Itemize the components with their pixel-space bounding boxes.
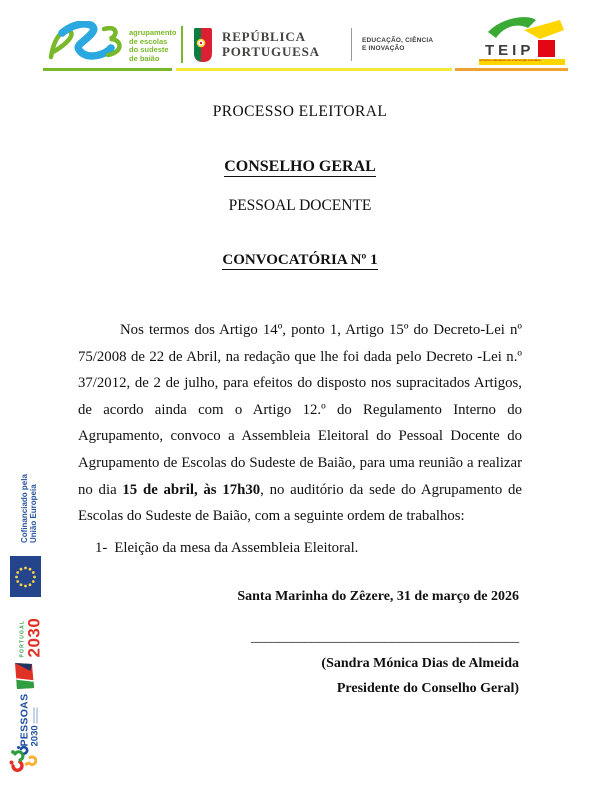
pessoas-2030-label: PESSOAS <box>18 693 31 747</box>
portugal-2030-wordmark <box>20 608 43 658</box>
ministry-line: E INOVAÇÃO <box>362 44 405 52</box>
teip-label: TEIP <box>485 42 535 59</box>
ministry-line: EDUCAÇÃO, CIÊNCIA <box>362 37 434 44</box>
header-divider-green <box>181 26 183 63</box>
header-divider-gray <box>351 28 352 61</box>
date-line: Santa Marinha do Zêzere, 31 de março de 2026 <box>237 589 519 604</box>
signer-name: (Sandra Mónica Dias de Almeida <box>321 656 519 671</box>
portugal-flag-icon <box>192 27 214 63</box>
school-name-line: de escolas <box>129 36 168 46</box>
teip-logo-icon <box>478 14 566 60</box>
agenda-item-text: Eleição da mesa da Assembleia Eleitoral. <box>114 540 359 556</box>
body-text: , no auditório da sede do Agrupamento de Escolas do Sudeste de Baião, com a seguinte ordem de trabalhos: <box>78 481 522 525</box>
school-name-line: do sudeste <box>129 45 169 55</box>
body-paragraph <box>78 317 522 530</box>
eu-cofinancing-line: União Europeia <box>29 484 38 543</box>
eu-cofinancing-line: Cofinanciado pela <box>20 474 29 543</box>
heading-conselho-geral <box>78 158 522 176</box>
school-logo-icon <box>47 21 127 64</box>
body-text-bold: 15 de abril, às 17h30 <box>122 481 261 498</box>
header-rule-green <box>43 68 172 71</box>
header-rule-yellow <box>176 68 452 71</box>
portugal-2030-small-label: PORTUGAL <box>19 619 26 658</box>
eu-flag-icon <box>10 556 41 597</box>
school-name-line: agrupamento <box>129 28 177 37</box>
heading-conselho-geral-text: CONSELHO GERAL <box>224 158 376 175</box>
body-text: Nos termos dos Artigo 14º, ponto 1, Artigo 15º do Decreto-Lei nº 75/2008 de 22 de Abril, na redação que lhe foi dada pelo Decreto -Lei n.º 37/2012, de 2 de julho, para efeitos do disposto nos supracitados Artigos, de acordo ainda com o Artigo 12.º do Regulamento Interno do Agrupamento, convoco a Assembleia Eleitoral do Pessoal Docente do Agrupamento de Escolas do Sudeste de Baião, para uma reunião a realizar no dia <box>78 322 522 498</box>
heading-convocatoria <box>78 252 522 269</box>
teip-subtitle: territórios educativos de intervenção prioritária <box>479 59 541 62</box>
republica-portuguesa-wordmark <box>222 30 320 59</box>
heading-pessoal-docente: PESSOAL DOCENTE <box>228 197 372 214</box>
ministry-label <box>362 37 433 52</box>
eu-cofinancing-label <box>20 463 38 543</box>
signature-line: ________________________________________ <box>250 630 519 645</box>
school-name-line: de baião <box>129 53 160 63</box>
header-rule-orange <box>455 68 568 71</box>
signer-role: Presidente do Conselho Geral) <box>336 681 519 696</box>
pessoas-2030-wordmark <box>20 691 41 747</box>
heading-convocatoria-text: CONVOCATÓRIA Nº 1 <box>222 252 378 268</box>
agenda-item <box>78 540 522 557</box>
republica-line: REPÚBLICA <box>222 29 306 44</box>
page-title: PROCESSO ELEITORAL <box>212 103 388 120</box>
portugal-2030-year: 2030 <box>24 617 44 658</box>
pessoas-people-icon <box>5 746 37 776</box>
agenda-item-number: 1- <box>95 540 108 556</box>
pessoas-2030-fineprint <box>33 707 38 723</box>
teip-subtitle-bar <box>479 59 565 65</box>
portugal-2030-flag-icon <box>15 663 35 689</box>
school-name <box>129 29 177 63</box>
pessoas-2030-year: 2030 <box>29 725 41 747</box>
republica-line: PORTUGUESA <box>222 43 320 59</box>
